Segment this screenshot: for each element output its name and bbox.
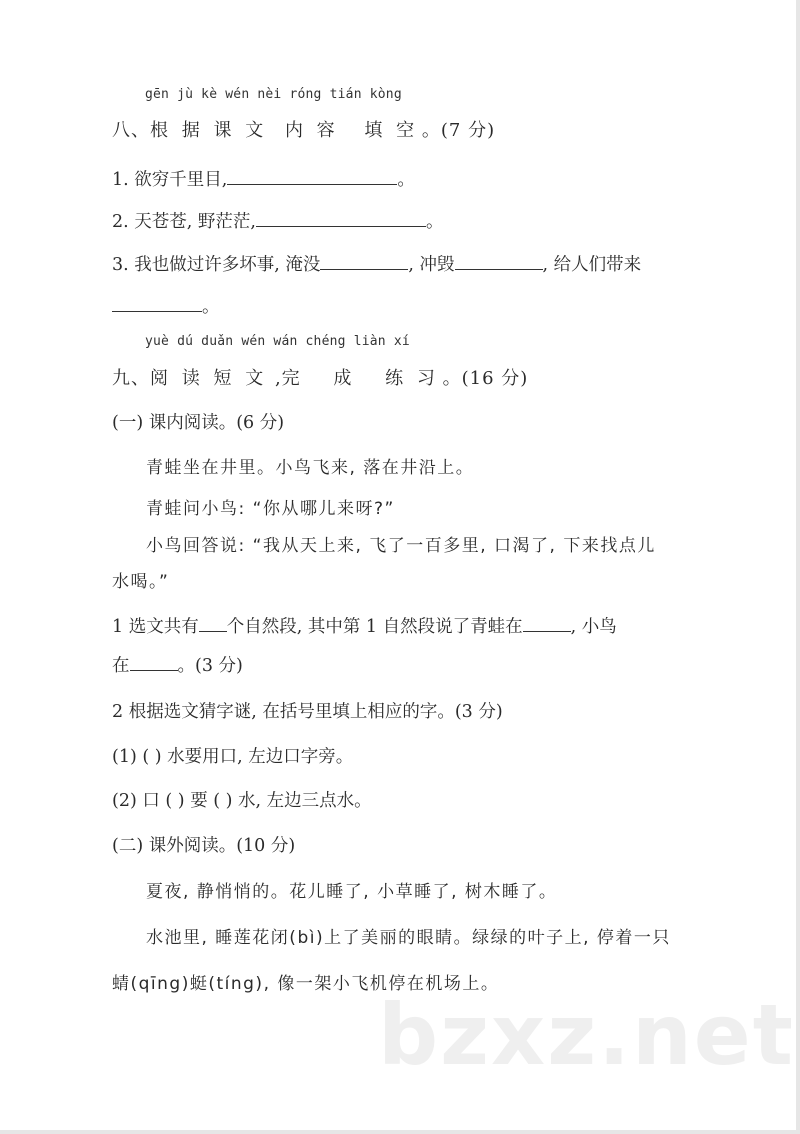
answer-blank[interactable] [130,653,178,671]
heading-part: 九、阅 [112,368,169,389]
section8-question-2 [112,209,443,234]
heading-part: 内 [284,120,304,141]
part2-title: (二) 课外阅读。(10 分) [112,836,296,856]
passage1-paragraph-3: 小鸟回答说: “我从天上来, 飞了一百多里, 口渴了, 下来找点儿 [146,536,656,556]
heading-part: ,完 [274,368,301,389]
question-text: 。 [397,170,415,190]
answer-blank[interactable] [112,294,202,312]
part1-question-2-riddle-1[interactable]: (1) ( ) 水要用口, 左边口字旁。 [112,747,354,767]
heading-part: 填 [364,120,384,141]
answer-blank[interactable] [227,167,397,185]
answer-blank[interactable] [523,614,571,632]
question-text: 1. 欲穷千里目, [112,170,228,190]
section8-question-3-cont [112,294,220,319]
heading-part: 读 [181,368,201,389]
heading-part: 空 [396,120,416,141]
question-text: 1 选文共有 [112,617,199,637]
question-text: , 给人们带来 [542,255,642,275]
part1-title: (一) 课内阅读。(6 分) [112,413,285,433]
part1-question-2-riddle-2[interactable]: (2) 口 ( ) 要 ( ) 水, 左边三点水。 [112,791,372,811]
question-text: 。 [202,297,220,317]
section8-heading [112,119,495,143]
question-text: , 小鸟 [570,617,617,637]
heading-part: 成 [333,368,353,389]
part1-question-2: 2 根据选文猜字谜, 在括号里填上相应的字。(3 分) [112,702,503,722]
question-text: 3. 我也做过许多坏事, 淹没 [112,255,321,275]
answer-blank[interactable] [256,209,426,227]
question-text: 2. 天苍苍, 野茫茫, [112,212,256,232]
question-text: 。 [425,212,444,232]
passage1-paragraph-1: 青蛙坐在井里。小鸟飞来, 落在井沿上。 [146,458,475,478]
passage1-paragraph-3-cont: 水喝。” [112,572,170,592]
answer-blank[interactable] [455,252,543,270]
section8-question-1 [112,167,415,192]
heading-part: 练 [385,368,405,389]
passage1-paragraph-2: 青蛙问小鸟: “你从哪儿来呀?” [146,499,395,519]
heading-part: 课 [213,120,233,141]
passage2-paragraph-2-cont: 蜻(qīng)蜓(tíng), 像一架小飞机停在机场上。 [112,974,500,994]
heading-score: 。(7 分) [421,120,496,141]
heading-part: 八、根 [112,120,169,141]
question-text: , 冲毁 [408,255,455,275]
section9-pinyin: yuè dú duǎn wén wán chéng liàn xí [145,334,410,349]
section8-question-3 [112,252,641,277]
section9-heading [112,367,528,391]
heading-part: 文 [245,368,265,389]
heading-score: 。(16 分) [442,368,529,389]
passage2-paragraph-2: 水池里, 睡莲花闭(bì)上了美丽的眼睛。绿绿的叶子上, 停着一只 [146,928,671,948]
heading-part: 习 [416,368,436,389]
answer-blank[interactable] [199,614,227,632]
passage2-paragraph-1: 夏夜, 静悄悄的。花儿睡了, 小草睡了, 树木睡了。 [146,882,558,902]
answer-blank[interactable] [320,252,408,270]
watermark: bzxz.net [378,986,795,1084]
question-text: 。(3 分) [177,656,243,676]
question-text: 个自然段, 其中第 1 自然段说了青蛙在 [226,617,523,637]
part1-question-1 [112,614,617,639]
heading-part: 据 [181,120,201,141]
heading-part: 文 [245,120,265,141]
question-text: 在 [112,656,130,676]
heading-part: 容 [316,120,336,141]
part1-question-1-cont [112,653,243,678]
section8-pinyin: gēn jù kè wén nèi róng tián kòng [145,87,402,102]
heading-part: 短 [213,368,233,389]
